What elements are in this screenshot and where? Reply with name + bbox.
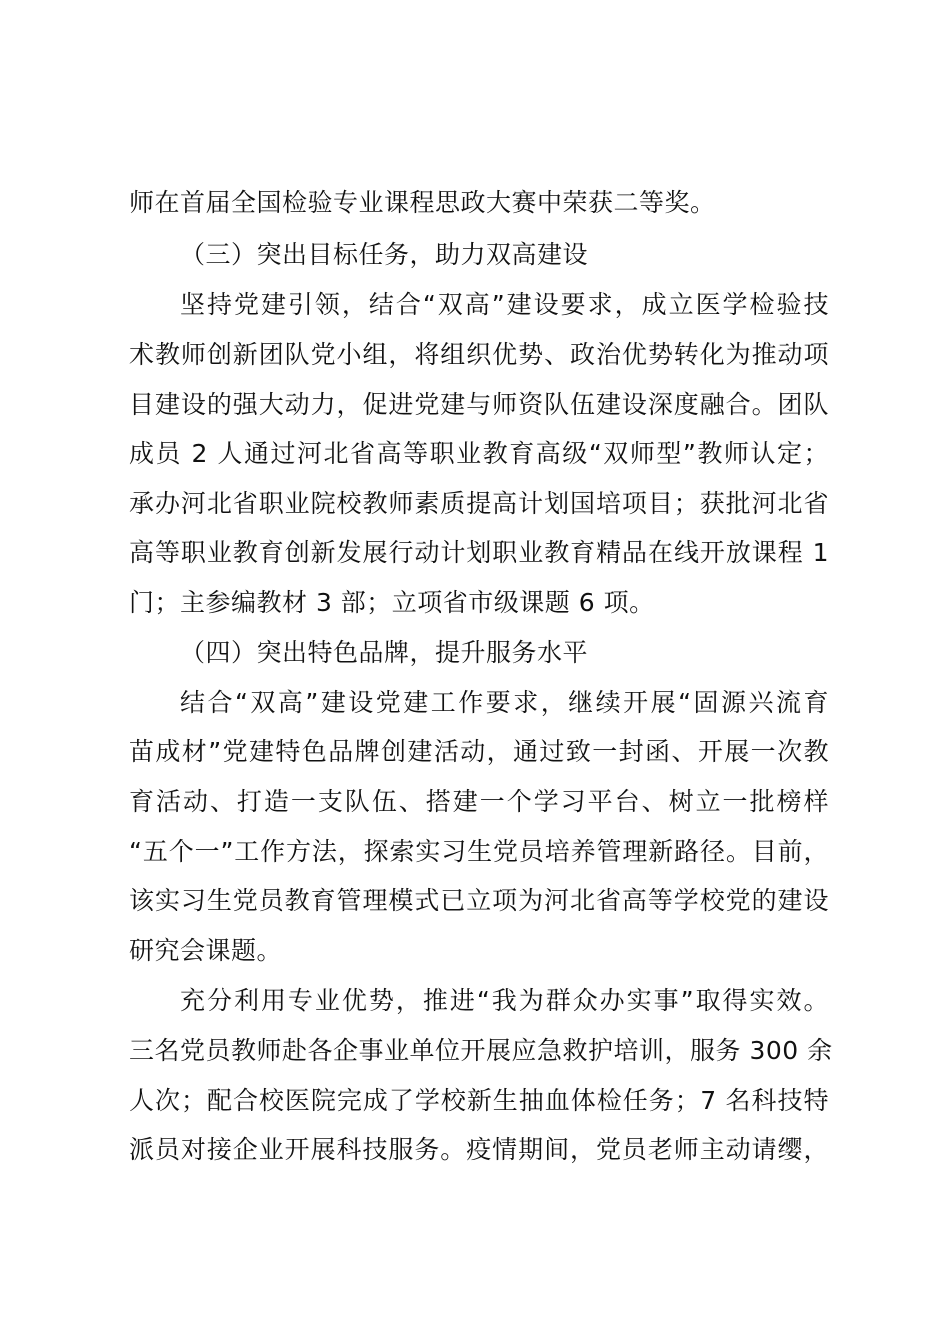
paragraph-line: 门；主参编教材 3 部；立项省市级课题 6 项。 [129,588,655,617]
paragraph-line: 人次；配合校医院完成了学校新生抽血体检任务；7 名科技特 [129,1086,829,1115]
paragraph-line: 充分利用专业优势，推进“我为群众办实事”取得实效。 [180,986,829,1015]
paragraph-line: 研究会课题。 [129,936,283,965]
paragraph-line: 术教师创新团队党小组，将组织优势、政治优势转化为推动项 [129,340,829,369]
paragraph-line: 结合“双高”建设党建工作要求，继续开展“固源兴流育 [180,688,829,717]
section-heading-4: （四）突出特色品牌，提升服务水平 [180,638,589,667]
paragraph-line: “五个一”工作方法，探索实习生党员培养管理新路径。目前， [129,837,829,866]
paragraph-line: 派员对接企业开展科技服务。疫情期间，党员老师主动请缨， [129,1135,829,1164]
paragraph-line: 坚持党建引领，结合“双高”建设要求，成立医学检验技 [180,290,829,319]
paragraph-line: 育活动、打造一支队伍、搭建一个学习平台、树立一批榜样 [129,787,829,816]
paragraph-line: 三名党员教师赴各企事业单位开展应急救护培训，服务 300 余 [129,1036,833,1065]
paragraph-line: 苗成材”党建特色品牌创建活动，通过致一封函、开展一次教 [129,737,829,766]
paragraph-line: 目建设的强大动力，促进党建与师资队伍建设深度融合。团队 [129,390,829,419]
body-text-line: 师在首届全国检验专业课程思政大赛中荣获二等奖。 [129,188,716,217]
paragraph-line: 承办河北省职业院校教师素质提高计划国培项目；获批河北省 [129,489,829,518]
paragraph-line: 成员 2 人通过河北省高等职业教育高级“双师型”教师认定； [129,439,829,468]
paragraph-line: 高等职业教育创新发展行动计划职业教育精品在线开放课程 1 [129,538,829,567]
paragraph-line: 该实习生党员教育管理模式已立项为河北省高等学校党的建设 [129,886,829,915]
section-heading-3: （三）突出目标任务，助力双高建设 [180,240,589,269]
